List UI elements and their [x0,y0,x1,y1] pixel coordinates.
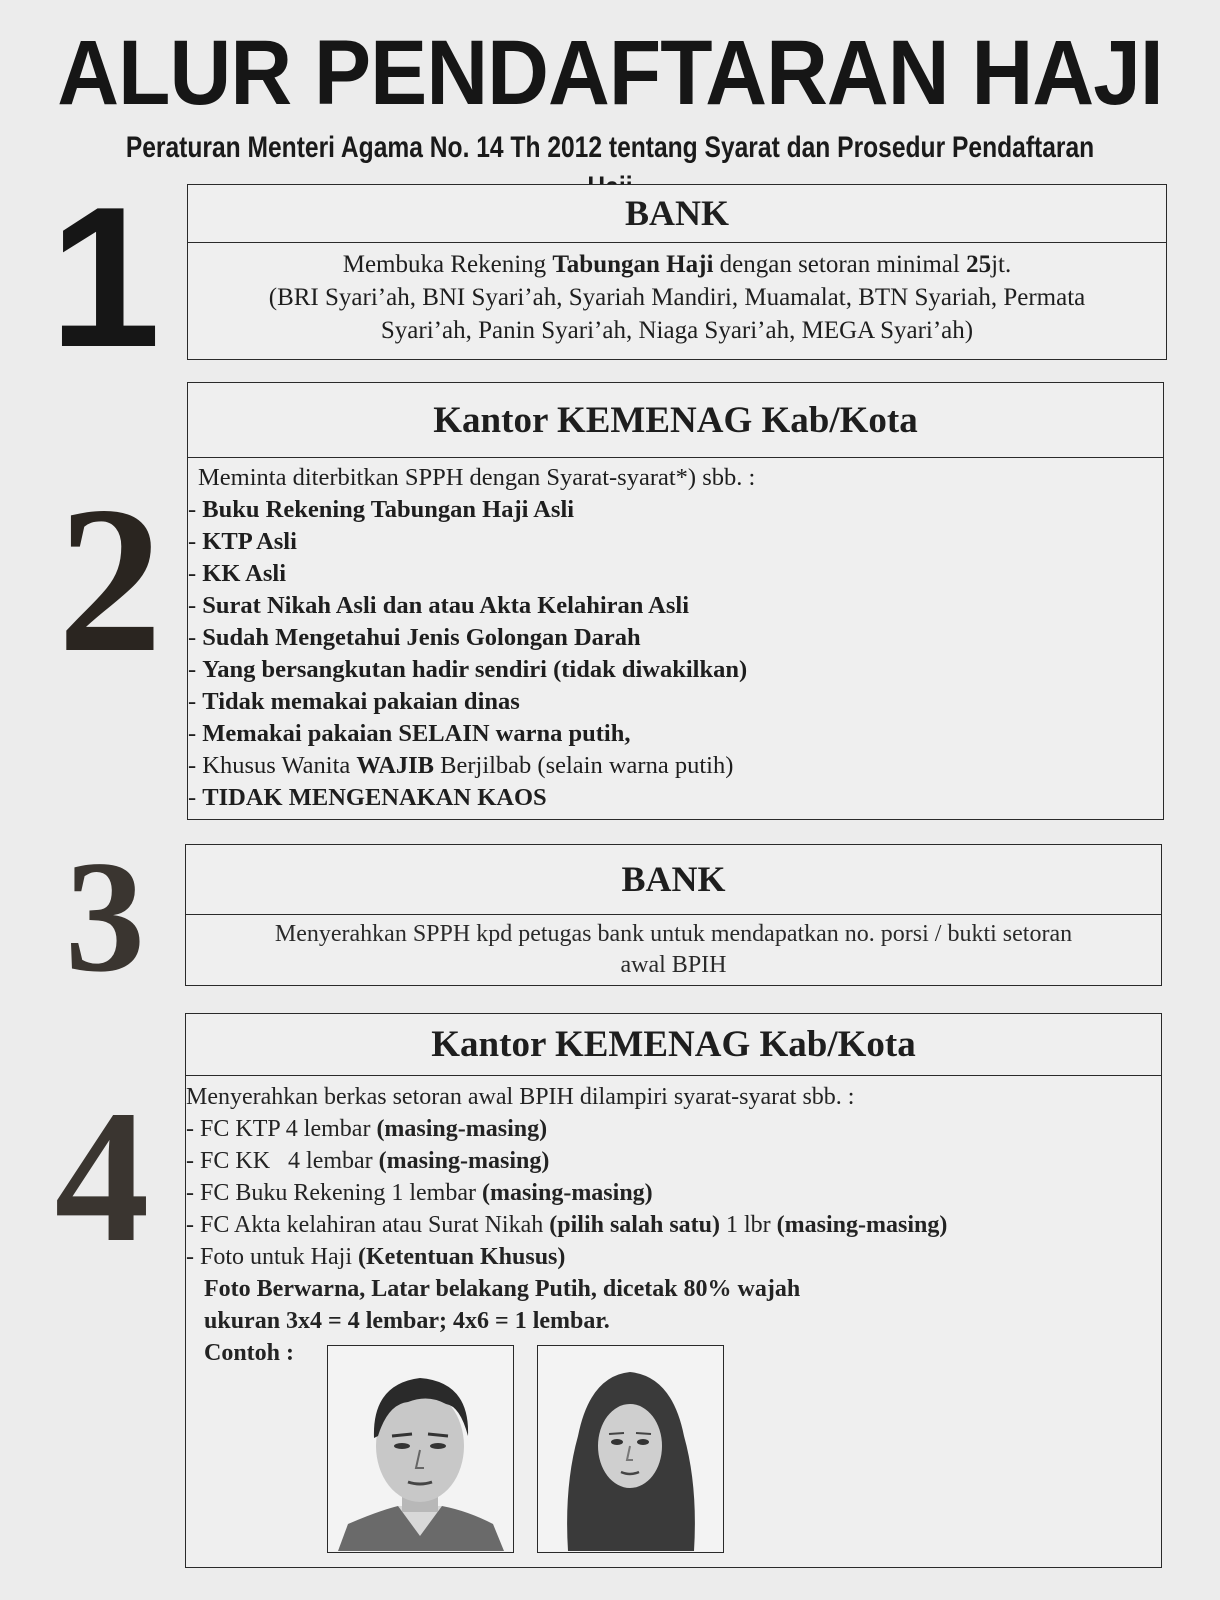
list-item-text: Yang bersangkutan hadir sendiri (tidak diwakilkan) [202,656,748,683]
list-item-text-bold: (masing-masing) [376,1116,548,1142]
text-bold: Tabungan Haji [552,251,714,278]
list-item: - TIDAK MENGENAKAN KAOS [188,784,547,811]
step-4-intro: Menyerahkan berkas setoran awal BPIH dilampiri syarat-syarat sbb. : [186,1084,855,1110]
list-item-text-bold: (pilih salah satu) [549,1212,720,1238]
step-4-body [186,1076,1161,1369]
example-photo-male [327,1345,514,1553]
list-item: - KK Asli [188,560,287,587]
step-3-body [186,915,1161,981]
list-item-text-bold: (masing-masing) [776,1212,948,1238]
list-item-text: FC KK 4 lembar [200,1148,379,1174]
step-number-4: 4 [54,1072,150,1282]
list-item: - Khusus Wanita WAJIB Berjilbab (selain warna putih) [188,752,734,779]
list-item-text: Foto untuk Haji [200,1244,359,1270]
list-item-text: Khusus Wanita [202,752,357,779]
list-item-text: Surat Nikah Asli dan atau Akta Kelahiran Asli [202,592,690,619]
list-item: - Yang bersangkutan hadir sendiri (tidak diwakilkan) [188,656,748,683]
list-item: - Foto untuk Haji (Ketentuan Khusus) [186,1244,566,1270]
list-item-text: KTP Asli [202,528,297,555]
step-1-line-3: Syari’ah, Panin Syari’ah, Niaga Syari’ah, MEGA Syari’ah) [380,317,974,344]
list-item: - FC Akta kelahiran atau Surat Nikah (pilih salah satu) 1 lbr (masing-masing) [186,1212,948,1238]
step-number-3: 3 [65,827,145,1005]
foto-line-1: Foto Berwarna, Latar belakang Putih, dicetak 80% wajah [204,1276,801,1302]
list-item-text: FC Buku Rekening 1 lembar [200,1180,482,1206]
step-2-intro: Meminta diterbitkan SPPH dengan Syarat-syarat*) sbb. : [198,464,756,491]
list-item-text-bold: (masing-masing) [378,1148,550,1174]
foto-line-2: ukuran 3x4 = 4 lembar; 4x6 = 1 lembar. [204,1308,610,1334]
step-1-box [187,184,1167,360]
list-item: - FC KK 4 lembar (masing-masing) [186,1148,550,1174]
step-1-body [188,243,1166,347]
step-3-box [185,844,1162,986]
list-item-text-bold: WAJIB [356,752,435,779]
step-2-box [187,382,1164,820]
step-1-heading: BANK [188,185,1166,243]
list-item-text: FC KTP 4 lembar [200,1116,377,1142]
text: Membuka Rekening [342,251,553,278]
step-1-line-2: (BRI Syari’ah, BNI Syari’ah, Syariah Mandiri, Muamalat, BTN Syariah, Permata [268,284,1086,311]
step-3-line-2: awal BPIH [620,952,727,978]
list-item-text: Berjilbab (selain warna putih) [434,752,734,779]
list-item: - Buku Rekening Tabungan Haji Asli [188,496,575,523]
text: jt. [991,251,1012,278]
step-2-heading: Kantor KEMENAG Kab/Kota [188,383,1163,458]
text: dengan setoran minimal [713,251,967,278]
list-item: - FC Buku Rekening 1 lembar (masing-masing) [186,1180,653,1206]
list-item: - Surat Nikah Asli dan atau Akta Kelahiran Asli [188,592,690,619]
list-item: - Memakai pakaian SELAIN warna putih, [188,720,631,747]
list-item-text: Tidak memakai pakaian dinas [202,688,520,715]
list-item: - Sudah Mengetahui Jenis Golongan Darah [188,624,641,651]
step-2-body [188,458,1163,814]
list-item-text: FC Akta kelahiran atau Surat Nikah [200,1212,550,1238]
step-4-heading: Kantor KEMENAG Kab/Kota [186,1014,1161,1076]
female-portrait-icon [538,1346,722,1551]
male-portrait-icon [328,1346,512,1551]
step-number-2: 2 [57,464,163,696]
page-subtitle: Peraturan Menteri Agama No. 14 Th 2012 tentang Syarat dan Prosedur Pendaftaran [125,131,1095,164]
step-3-heading: BANK [186,845,1161,915]
step-1-line-1 [188,248,1166,281]
list-item: - FC KTP 4 lembar (masing-masing) [186,1116,548,1142]
list-item-text: Sudah Mengetahui Jenis Golongan Darah [202,624,641,651]
example-photo-female [537,1345,724,1553]
list-item-text: KK Asli [202,560,287,587]
text-bold: 25 [966,251,992,278]
contoh-label: Contoh : [204,1340,295,1366]
list-item-text: TIDAK MENGENAKAN KAOS [202,784,547,811]
step-number-1: 1 [49,166,161,389]
list-item: - Tidak memakai pakaian dinas [188,688,520,715]
list-item-text-bold: (masing-masing) [481,1180,653,1206]
step-3-line-1: Menyerahkan SPPH kpd petugas bank untuk mendapatkan no. porsi / bukti setoran [274,921,1073,947]
list-item-text: Memakai pakaian SELAIN warna putih, [202,720,631,747]
list-item-text: Buku Rekening Tabungan Haji Asli [202,496,575,523]
list-item-text: 1 lbr [719,1212,777,1238]
page-title: ALUR PENDAFTARAN HAJI [57,22,1163,124]
list-item-text-bold: (Ketentuan Khusus) [358,1244,566,1270]
list-item: - KTP Asli [188,528,297,555]
